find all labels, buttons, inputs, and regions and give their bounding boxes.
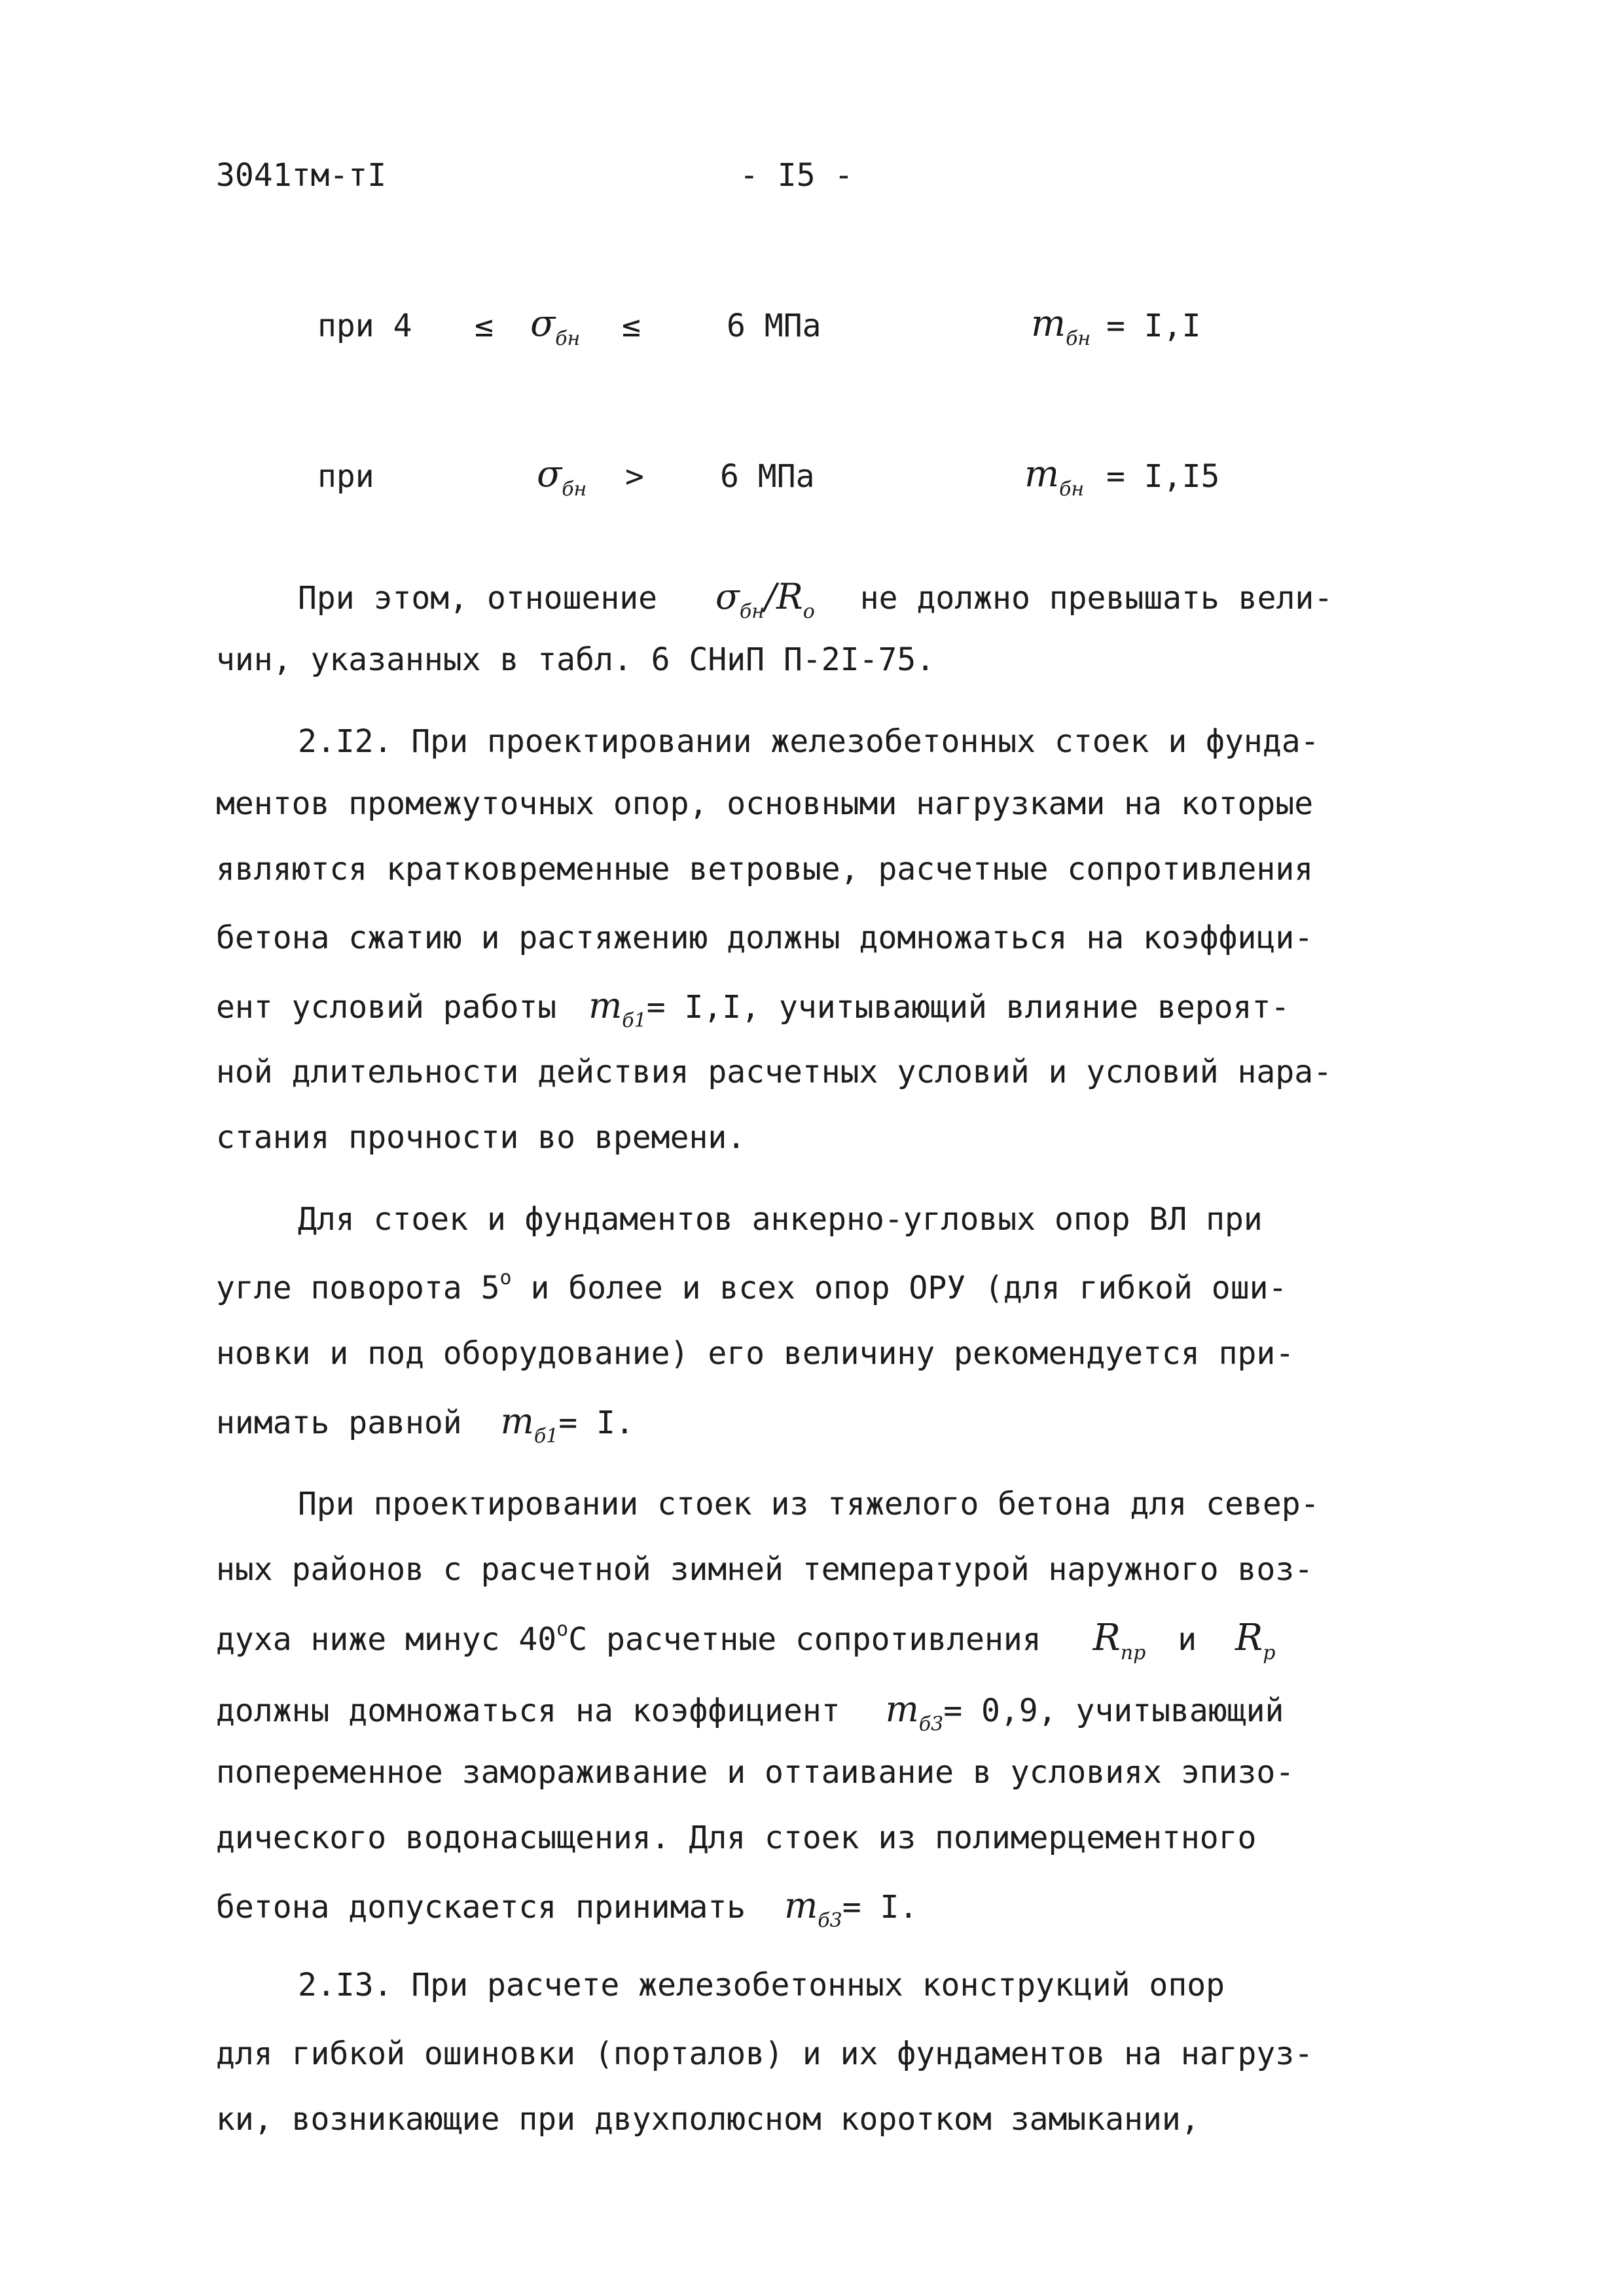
formula-1-value: 6 МПа — [727, 308, 821, 344]
text-line: угле поворота $5^о$ и более и всех опор ОРУ (для гибкой оши- — [216, 1266, 1288, 1306]
text-line: При этом, отношение $\sigma_{бн}/R_о$ не должно превышать вели- — [298, 576, 1333, 623]
text-line: стания прочности во времени. — [216, 1119, 746, 1156]
document-code: 3041тм-тI — [216, 157, 387, 194]
text-line: чин, указанных в табл. 6 СНиП П-2I-75. — [216, 641, 935, 678]
text-line: для гибкой ошиновки (порталов) и их фундаментов на нагруз- — [216, 2036, 1314, 2072]
page-number: - I5 - — [740, 157, 854, 194]
formula-2-m-coefficient: $m_{бн}$ — [1024, 453, 1085, 501]
formula-2-m-value: = I,I5 — [1106, 458, 1220, 495]
text-line: ент условий работы $m_{б1}= I,I$, учитывающий влияние вероят- — [216, 985, 1290, 1032]
formula-1-prefix: при 4 — [317, 308, 412, 344]
text-line: Для стоек и фундаментов анкерно-угловых опор ВЛ при — [298, 1201, 1263, 1238]
text-line: нимать равной $m_{б1}= I$. — [216, 1401, 634, 1448]
formula-2-sigma: $\sigma_{бн}$ — [537, 453, 587, 501]
text-line: должны домножаться на коэффициент $m_{б3}= 0,9$, учитывающий — [216, 1689, 1284, 1736]
formula-2-gt: > — [625, 458, 644, 495]
formula-1-sigma: $\sigma_{бн}$ — [530, 302, 581, 350]
text-line: духа ниже минус $40^оС$ расчетные сопротивления $R_{пр}$ и $R_р$ — [216, 1617, 1276, 1664]
text-line: ных районов с расчетной зимней температурой наружного воз- — [216, 1551, 1314, 1588]
text-line: ки, возникающие при двухполюсном коротком замыкании, — [216, 2101, 1200, 2138]
formula-1-lte-2: ≤ — [622, 308, 641, 344]
text-line: ментов промежуточных опор, основными нагрузками на которые — [216, 785, 1314, 822]
formula-1-m-value: = I,I — [1106, 308, 1201, 344]
text-line: 2.I3. При расчете железобетонных конструкций опор — [298, 1967, 1225, 2003]
text-line: 2.I2. При проектировании железобетонных стоек и фунда- — [298, 723, 1320, 760]
text-line: При проектировании стоек из тяжелого бетона для север- — [298, 1486, 1320, 1522]
text-line: бетона допускается принимать $m_{б3}= I$. — [216, 1885, 918, 1932]
formula-2-prefix: при — [317, 458, 374, 495]
formula-2-value: 6 МПа — [720, 458, 815, 495]
text-line: ной длительности действия расчетных условий и условий нара- — [216, 1054, 1333, 1090]
text-line: попеременное замораживание и оттаивание в условиях эпизо- — [216, 1754, 1295, 1791]
text-line: являются кратковременные ветровые, расчетные сопротивления — [216, 851, 1314, 888]
formula-1-m-coefficient: $m_{бн}$ — [1031, 302, 1091, 350]
text-line: бетона сжатию и растяжению должны домножаться на коэффици- — [216, 920, 1314, 956]
text-line: дического водонасыщения. Для стоек из полимерцементного — [216, 1820, 1257, 1856]
text-line: новки и под оборудование) его величину рекомендуется при- — [216, 1335, 1295, 1372]
formula-1-lte-1: ≤ — [475, 308, 494, 344]
